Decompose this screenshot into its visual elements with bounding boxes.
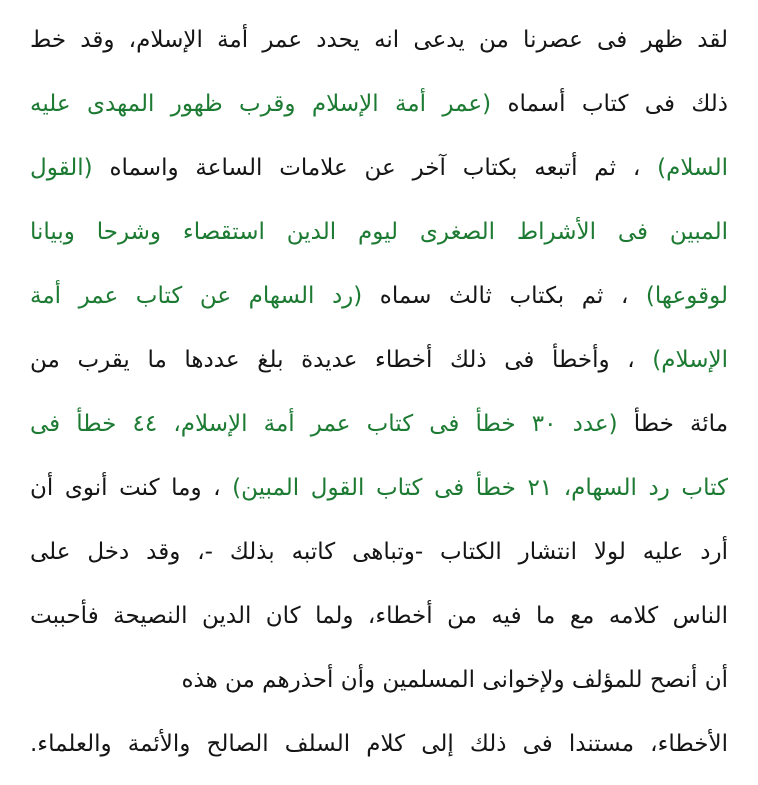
text-segment: الناس كلامه مع ما فيه من أخطاء، ولما كان الدين النصيحة فأحببت xyxy=(30,603,728,629)
text-segment: الأخطاء، مستندا فى ذلك إلى كلام السلف الصالح والأئمة والعلماء. xyxy=(30,731,728,757)
text-segment: ، ثم بكتاب ثالث سماه xyxy=(362,283,629,309)
book-title-segment: المبين فى الأشراط الصغرى ليوم الدين استقصاء وشرحا وبيانا xyxy=(30,219,728,245)
text-line xyxy=(30,712,728,776)
text-segment: أن أنصح للمؤلف ولإخوانى المسلمين وأن أحذرهم من هذه xyxy=(181,667,728,693)
book-title-segment: السلام) xyxy=(640,155,728,181)
text-line xyxy=(30,648,728,712)
text-line xyxy=(30,584,728,648)
text-segment: ، ثم أتبعه بكتاب آخر عن علامات الساعة واسماه xyxy=(92,155,641,181)
text-line xyxy=(30,328,728,392)
text-line xyxy=(30,392,728,456)
book-title-segment: لوقوعها) xyxy=(628,283,728,309)
text-segment: أرد عليه لولا انتشار الكتاب -وتباهى كاتبه بذلك -، وقد دخل على xyxy=(30,539,728,565)
text-line xyxy=(30,264,728,328)
book-title-segment: (رد السهام عن كتاب عمر أمة xyxy=(30,283,363,309)
text-line xyxy=(30,456,728,520)
text-line xyxy=(30,72,728,136)
text-line xyxy=(30,200,728,264)
text-line xyxy=(30,520,728,584)
book-title-segment: (القول xyxy=(30,155,93,181)
text-segment: مائة خطأ xyxy=(617,411,728,437)
book-title-segment: (عدد ٣٠ خطأ فى كتاب عمر أمة الإسلام، ٤٤ خطأ فى xyxy=(30,411,618,437)
text-segment: لقد ظهر فى عصرنا من يدعى انه يحدد عمر أمة الإسلام، وقد خط xyxy=(30,27,728,53)
text-line xyxy=(30,8,728,72)
book-title-segment: الإسلام) xyxy=(634,347,728,373)
text-segment: ، وما كنت أنوى أن xyxy=(30,475,221,501)
book-title-segment: كتاب رد السهام، ٢١ خطأ فى كتاب القول المبين) xyxy=(220,475,728,501)
text-line xyxy=(30,136,728,200)
text-segment: ذلك فى كتاب أسماه xyxy=(491,91,728,117)
text-segment: ، وأخطأ فى ذلك أخطاء عديدة بلغ عددها ما يقرب من xyxy=(30,347,635,373)
book-title-segment: (عمر أمة الإسلام وقرب ظهور المهدى عليه xyxy=(30,91,492,117)
